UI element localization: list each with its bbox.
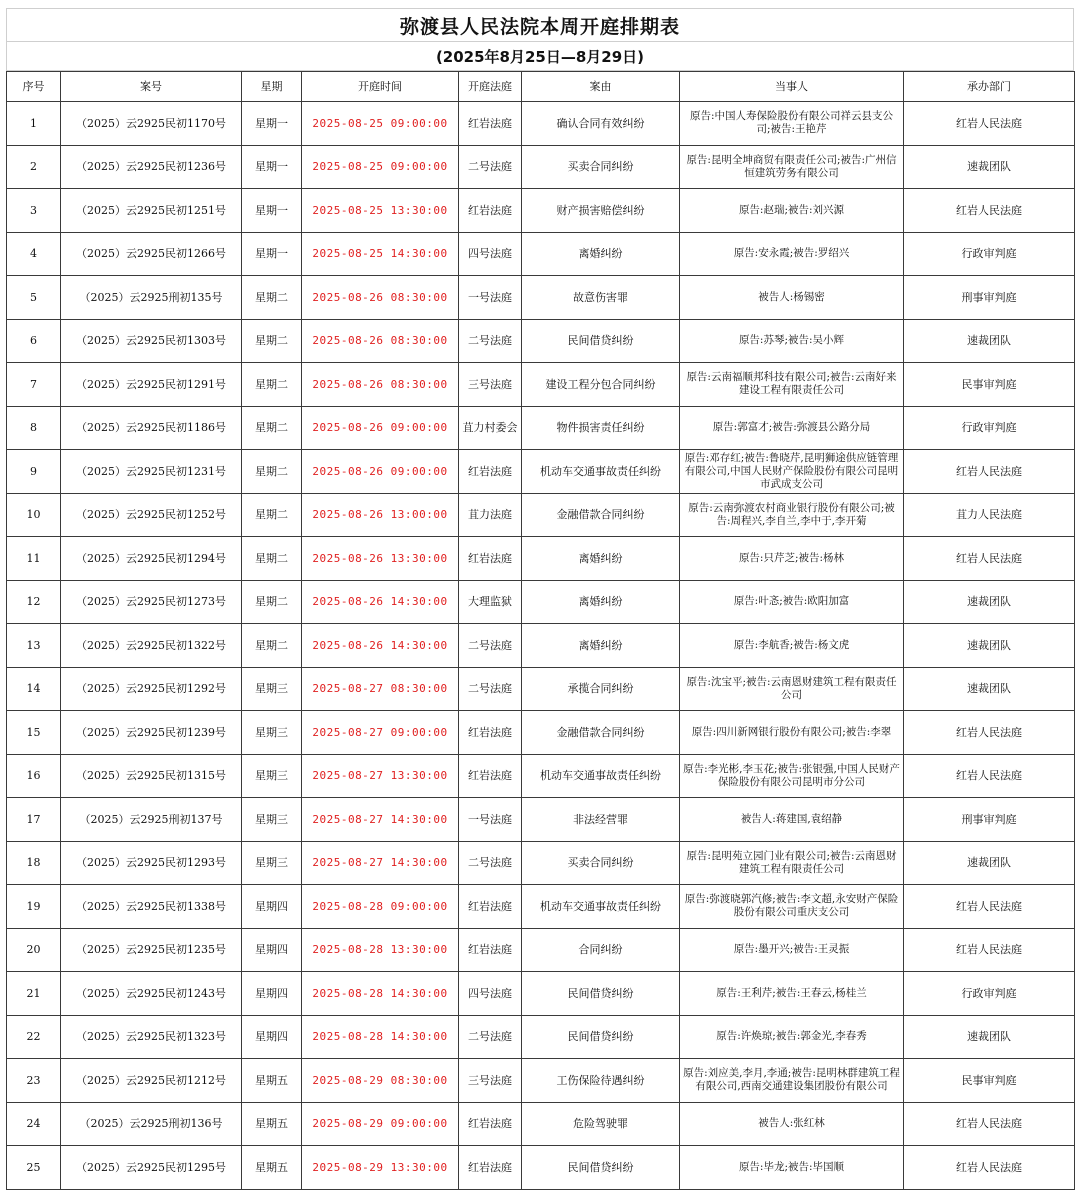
header-parties: 当事人 bbox=[680, 72, 904, 102]
weekday-cell: 星期一 bbox=[242, 189, 302, 233]
parties-cell: 原告:李航香;被告:杨文虎 bbox=[680, 624, 904, 668]
case-number-cell: （2025）云2925民初1292号 bbox=[61, 667, 242, 711]
table-row bbox=[7, 667, 1075, 711]
courtroom-cell: 红岩法庭 bbox=[459, 754, 522, 798]
table-row bbox=[7, 841, 1075, 885]
weekday-cell: 星期二 bbox=[242, 624, 302, 668]
department-cell: 速裁团队 bbox=[904, 667, 1075, 711]
department-cell: 红岩人民法庭 bbox=[904, 928, 1075, 972]
case-number-cell: （2025）云2925民初1291号 bbox=[61, 363, 242, 407]
courtroom-cell: 二号法庭 bbox=[459, 145, 522, 189]
case-number-cell: （2025）云2925民初1294号 bbox=[61, 537, 242, 581]
row-number-cell: 3 bbox=[7, 189, 61, 233]
case-number-cell: （2025）云2925刑初135号 bbox=[61, 276, 242, 320]
courtroom-cell: 红岩法庭 bbox=[459, 102, 522, 146]
parties-cell: 原告:云南弥渡农村商业银行股份有限公司;被告:周程兴,李自兰,李中于,李开菊 bbox=[680, 493, 904, 537]
courtroom-cell: 苴力村委会 bbox=[459, 406, 522, 450]
department-cell: 速裁团队 bbox=[904, 580, 1075, 624]
weekday-cell: 星期五 bbox=[242, 1059, 302, 1103]
courtroom-cell: 三号法庭 bbox=[459, 1059, 522, 1103]
courtroom-cell: 三号法庭 bbox=[459, 363, 522, 407]
hearing-time-cell: 2025-08-27 14:30:00 bbox=[302, 798, 459, 842]
weekday-cell: 星期三 bbox=[242, 754, 302, 798]
case-cause-cell: 离婚纠纷 bbox=[522, 232, 680, 276]
department-cell: 行政审判庭 bbox=[904, 232, 1075, 276]
hearing-time-cell: 2025-08-25 13:30:00 bbox=[302, 189, 459, 233]
table-row bbox=[7, 232, 1075, 276]
table-row bbox=[7, 276, 1075, 320]
department-cell: 速裁团队 bbox=[904, 624, 1075, 668]
parties-cell: 原告:安永霞;被告:罗绍兴 bbox=[680, 232, 904, 276]
courtroom-cell: 红岩法庭 bbox=[459, 537, 522, 581]
department-cell: 民事审判庭 bbox=[904, 363, 1075, 407]
courtroom-cell: 红岩法庭 bbox=[459, 1102, 522, 1146]
table-row bbox=[7, 624, 1075, 668]
department-cell: 红岩人民法庭 bbox=[904, 189, 1075, 233]
row-number-cell: 19 bbox=[7, 885, 61, 929]
courtroom-cell: 二号法庭 bbox=[459, 624, 522, 668]
case-cause-cell: 民间借贷纠纷 bbox=[522, 1146, 680, 1190]
case-cause-cell: 机动车交通事故责任纠纷 bbox=[522, 885, 680, 929]
case-number-cell: （2025）云2925民初1252号 bbox=[61, 493, 242, 537]
row-number-cell: 15 bbox=[7, 711, 61, 755]
row-number-cell: 10 bbox=[7, 493, 61, 537]
department-cell: 行政审判庭 bbox=[904, 972, 1075, 1016]
case-cause-cell: 买卖合同纠纷 bbox=[522, 841, 680, 885]
table-row bbox=[7, 319, 1075, 363]
courtroom-cell: 一号法庭 bbox=[459, 798, 522, 842]
schedule-sheet bbox=[6, 8, 1074, 1190]
parties-cell: 原告:李光彬,李玉花;被告:张银强,中国人民财产保险股份有限公司昆明市分公司 bbox=[680, 754, 904, 798]
parties-cell: 原告:沈宝平;被告:云南恩财建筑工程有限责任公司 bbox=[680, 667, 904, 711]
parties-cell: 原告:只芹芝;被告:杨林 bbox=[680, 537, 904, 581]
weekday-cell: 星期二 bbox=[242, 493, 302, 537]
case-number-cell: （2025）云2925民初1170号 bbox=[61, 102, 242, 146]
case-cause-cell: 物件损害责任纠纷 bbox=[522, 406, 680, 450]
department-cell: 速裁团队 bbox=[904, 145, 1075, 189]
case-cause-cell: 民间借贷纠纷 bbox=[522, 972, 680, 1016]
case-cause-cell: 离婚纠纷 bbox=[522, 580, 680, 624]
row-number-cell: 17 bbox=[7, 798, 61, 842]
case-number-cell: （2025）云2925刑初137号 bbox=[61, 798, 242, 842]
case-number-cell: （2025）云2925民初1315号 bbox=[61, 754, 242, 798]
courtroom-cell: 大理监狱 bbox=[459, 580, 522, 624]
table-row bbox=[7, 1102, 1075, 1146]
case-cause-cell: 非法经营罪 bbox=[522, 798, 680, 842]
case-cause-cell: 承揽合同纠纷 bbox=[522, 667, 680, 711]
hearing-time-cell: 2025-08-26 09:00:00 bbox=[302, 406, 459, 450]
weekday-cell: 星期二 bbox=[242, 363, 302, 407]
parties-cell: 被告人:张红林 bbox=[680, 1102, 904, 1146]
table-row bbox=[7, 928, 1075, 972]
case-cause-cell: 买卖合同纠纷 bbox=[522, 145, 680, 189]
courtroom-cell: 红岩法庭 bbox=[459, 450, 522, 494]
hearing-time-cell: 2025-08-26 13:00:00 bbox=[302, 493, 459, 537]
case-cause-cell: 故意伤害罪 bbox=[522, 276, 680, 320]
row-number-cell: 6 bbox=[7, 319, 61, 363]
parties-cell: 原告:许焕琼;被告:郭金光,李春秀 bbox=[680, 1015, 904, 1059]
row-number-cell: 25 bbox=[7, 1146, 61, 1190]
department-cell: 红岩人民法庭 bbox=[904, 537, 1075, 581]
case-cause-cell: 合同纠纷 bbox=[522, 928, 680, 972]
courtroom-cell: 红岩法庭 bbox=[459, 885, 522, 929]
header-case-number: 案号 bbox=[61, 72, 242, 102]
row-number-cell: 2 bbox=[7, 145, 61, 189]
weekday-cell: 星期二 bbox=[242, 580, 302, 624]
department-cell: 红岩人民法庭 bbox=[904, 754, 1075, 798]
case-cause-cell: 金融借款合同纠纷 bbox=[522, 493, 680, 537]
department-cell: 速裁团队 bbox=[904, 841, 1075, 885]
department-cell: 红岩人民法庭 bbox=[904, 711, 1075, 755]
hearing-time-cell: 2025-08-27 09:00:00 bbox=[302, 711, 459, 755]
hearing-time-cell: 2025-08-26 09:00:00 bbox=[302, 450, 459, 494]
table-row bbox=[7, 1146, 1075, 1190]
case-number-cell: （2025）云2925民初1231号 bbox=[61, 450, 242, 494]
row-number-cell: 8 bbox=[7, 406, 61, 450]
weekday-cell: 星期一 bbox=[242, 145, 302, 189]
row-number-cell: 16 bbox=[7, 754, 61, 798]
weekday-cell: 星期一 bbox=[242, 232, 302, 276]
courtroom-cell: 四号法庭 bbox=[459, 232, 522, 276]
hearing-time-cell: 2025-08-26 14:30:00 bbox=[302, 580, 459, 624]
case-cause-cell: 机动车交通事故责任纠纷 bbox=[522, 450, 680, 494]
courtroom-cell: 一号法庭 bbox=[459, 276, 522, 320]
table-row bbox=[7, 711, 1075, 755]
case-number-cell: （2025）云2925民初1186号 bbox=[61, 406, 242, 450]
department-cell: 速裁团队 bbox=[904, 1015, 1075, 1059]
case-number-cell: （2025）云2925民初1235号 bbox=[61, 928, 242, 972]
department-cell: 红岩人民法庭 bbox=[904, 885, 1075, 929]
case-cause-cell: 民间借贷纠纷 bbox=[522, 1015, 680, 1059]
hearing-time-cell: 2025-08-27 13:30:00 bbox=[302, 754, 459, 798]
table-row bbox=[7, 537, 1075, 581]
weekday-cell: 星期三 bbox=[242, 667, 302, 711]
page-subtitle: (2025年8月25日—8月29日) bbox=[6, 41, 1074, 71]
case-number-cell: （2025）云2925民初1293号 bbox=[61, 841, 242, 885]
row-number-cell: 9 bbox=[7, 450, 61, 494]
row-number-cell: 7 bbox=[7, 363, 61, 407]
table-body bbox=[7, 102, 1075, 1190]
hearing-time-cell: 2025-08-28 09:00:00 bbox=[302, 885, 459, 929]
courtroom-cell: 红岩法庭 bbox=[459, 189, 522, 233]
courtroom-cell: 红岩法庭 bbox=[459, 928, 522, 972]
case-cause-cell: 工伤保险待遇纠纷 bbox=[522, 1059, 680, 1103]
row-number-cell: 18 bbox=[7, 841, 61, 885]
parties-cell: 被告人:蒋建国,袁绍静 bbox=[680, 798, 904, 842]
schedule-table bbox=[6, 71, 1075, 1190]
case-cause-cell: 离婚纠纷 bbox=[522, 537, 680, 581]
hearing-time-cell: 2025-08-25 09:00:00 bbox=[302, 145, 459, 189]
row-number-cell: 12 bbox=[7, 580, 61, 624]
parties-cell: 原告:王利芹;被告:王春云,杨桂兰 bbox=[680, 972, 904, 1016]
row-number-cell: 4 bbox=[7, 232, 61, 276]
department-cell: 速裁团队 bbox=[904, 319, 1075, 363]
table-row bbox=[7, 363, 1075, 407]
parties-cell: 原告:刘应美,李月,李通;被告:昆明林群建筑工程有限公司,西南交通建设集团股份有限公司 bbox=[680, 1059, 904, 1103]
parties-cell: 原告:郭富才;被告:弥渡县公路分局 bbox=[680, 406, 904, 450]
hearing-time-cell: 2025-08-26 08:30:00 bbox=[302, 319, 459, 363]
parties-cell: 原告:四川新网银行股份有限公司;被告:李翠 bbox=[680, 711, 904, 755]
case-cause-cell: 财产损害赔偿纠纷 bbox=[522, 189, 680, 233]
parties-cell: 被告人:杨锡密 bbox=[680, 276, 904, 320]
department-cell: 刑事审判庭 bbox=[904, 798, 1075, 842]
header-department: 承办部门 bbox=[904, 72, 1075, 102]
case-number-cell: （2025）云2925民初1212号 bbox=[61, 1059, 242, 1103]
weekday-cell: 星期一 bbox=[242, 102, 302, 146]
hearing-time-cell: 2025-08-26 08:30:00 bbox=[302, 276, 459, 320]
courtroom-cell: 二号法庭 bbox=[459, 667, 522, 711]
weekday-cell: 星期二 bbox=[242, 450, 302, 494]
table-row bbox=[7, 885, 1075, 929]
header-courtroom: 开庭法庭 bbox=[459, 72, 522, 102]
case-number-cell: （2025）云2925民初1236号 bbox=[61, 145, 242, 189]
weekday-cell: 星期二 bbox=[242, 537, 302, 581]
hearing-time-cell: 2025-08-28 14:30:00 bbox=[302, 1015, 459, 1059]
row-number-cell: 13 bbox=[7, 624, 61, 668]
parties-cell: 原告:弥渡晓郭汽修;被告:李文超,永安财产保险股份有限公司重庆支公司 bbox=[680, 885, 904, 929]
table-row bbox=[7, 493, 1075, 537]
hearing-time-cell: 2025-08-29 08:30:00 bbox=[302, 1059, 459, 1103]
weekday-cell: 星期四 bbox=[242, 885, 302, 929]
row-number-cell: 11 bbox=[7, 537, 61, 581]
weekday-cell: 星期四 bbox=[242, 1015, 302, 1059]
hearing-time-cell: 2025-08-27 08:30:00 bbox=[302, 667, 459, 711]
department-cell: 红岩人民法庭 bbox=[904, 1146, 1075, 1190]
parties-cell: 原告:叶忞;被告:欧阳加富 bbox=[680, 580, 904, 624]
parties-cell: 原告:苏琴;被告:吴小辉 bbox=[680, 319, 904, 363]
header-hearing-time: 开庭时间 bbox=[302, 72, 459, 102]
case-cause-cell: 机动车交通事故责任纠纷 bbox=[522, 754, 680, 798]
case-cause-cell: 确认合同有效纠纷 bbox=[522, 102, 680, 146]
courtroom-cell: 二号法庭 bbox=[459, 319, 522, 363]
parties-cell: 原告:昆明苑立园门业有限公司;被告:云南恩财建筑工程有限责任公司 bbox=[680, 841, 904, 885]
hearing-time-cell: 2025-08-28 13:30:00 bbox=[302, 928, 459, 972]
parties-cell: 原告:中国人寿保险股份有限公司祥云县支公司;被告:王艳芹 bbox=[680, 102, 904, 146]
header-weekday: 星期 bbox=[242, 72, 302, 102]
weekday-cell: 星期五 bbox=[242, 1102, 302, 1146]
case-number-cell: （2025）云2925民初1251号 bbox=[61, 189, 242, 233]
table-row bbox=[7, 1059, 1075, 1103]
case-cause-cell: 金融借款合同纠纷 bbox=[522, 711, 680, 755]
weekday-cell: 星期二 bbox=[242, 276, 302, 320]
courtroom-cell: 二号法庭 bbox=[459, 841, 522, 885]
table-row bbox=[7, 102, 1075, 146]
row-number-cell: 22 bbox=[7, 1015, 61, 1059]
hearing-time-cell: 2025-08-29 13:30:00 bbox=[302, 1146, 459, 1190]
case-cause-cell: 建设工程分包合同纠纷 bbox=[522, 363, 680, 407]
row-number-cell: 20 bbox=[7, 928, 61, 972]
case-number-cell: （2025）云2925民初1338号 bbox=[61, 885, 242, 929]
row-number-cell: 23 bbox=[7, 1059, 61, 1103]
parties-cell: 原告:云南福顺邦科技有限公司;被告:云南好来建设工程有限责任公司 bbox=[680, 363, 904, 407]
table-row bbox=[7, 189, 1075, 233]
parties-cell: 原告:毕龙;被告:毕国顺 bbox=[680, 1146, 904, 1190]
case-number-cell: （2025）云2925民初1273号 bbox=[61, 580, 242, 624]
hearing-time-cell: 2025-08-26 08:30:00 bbox=[302, 363, 459, 407]
parties-cell: 原告:赵瑞;被告:刘兴源 bbox=[680, 189, 904, 233]
weekday-cell: 星期三 bbox=[242, 798, 302, 842]
case-cause-cell: 危险驾驶罪 bbox=[522, 1102, 680, 1146]
table-row bbox=[7, 406, 1075, 450]
hearing-time-cell: 2025-08-28 14:30:00 bbox=[302, 972, 459, 1016]
row-number-cell: 1 bbox=[7, 102, 61, 146]
courtroom-cell: 苴力法庭 bbox=[459, 493, 522, 537]
department-cell: 红岩人民法庭 bbox=[904, 102, 1075, 146]
weekday-cell: 星期三 bbox=[242, 841, 302, 885]
weekday-cell: 星期五 bbox=[242, 1146, 302, 1190]
table-row bbox=[7, 798, 1075, 842]
hearing-time-cell: 2025-08-26 14:30:00 bbox=[302, 624, 459, 668]
row-number-cell: 14 bbox=[7, 667, 61, 711]
courtroom-cell: 红岩法庭 bbox=[459, 711, 522, 755]
table-row bbox=[7, 754, 1075, 798]
table-row bbox=[7, 450, 1075, 494]
table-row bbox=[7, 1015, 1075, 1059]
case-number-cell: （2025）云2925民初1239号 bbox=[61, 711, 242, 755]
hearing-time-cell: 2025-08-27 14:30:00 bbox=[302, 841, 459, 885]
header-no: 序号 bbox=[7, 72, 61, 102]
header-cause: 案由 bbox=[522, 72, 680, 102]
parties-cell: 原告:昆明全坤商贸有限责任公司;被告:广州信恒建筑劳务有限公司 bbox=[680, 145, 904, 189]
row-number-cell: 21 bbox=[7, 972, 61, 1016]
hearing-time-cell: 2025-08-29 09:00:00 bbox=[302, 1102, 459, 1146]
parties-cell: 原告:邓存红;被告:鲁晓芹,昆明狮途供应链管理有限公司,中国人民财产保险股份有限公司昆明市武成支公司 bbox=[680, 450, 904, 494]
case-number-cell: （2025）云2925民初1295号 bbox=[61, 1146, 242, 1190]
weekday-cell: 星期三 bbox=[242, 711, 302, 755]
case-cause-cell: 民间借贷纠纷 bbox=[522, 319, 680, 363]
table-row bbox=[7, 972, 1075, 1016]
hearing-time-cell: 2025-08-26 13:30:00 bbox=[302, 537, 459, 581]
department-cell: 苴力人民法庭 bbox=[904, 493, 1075, 537]
case-cause-cell: 离婚纠纷 bbox=[522, 624, 680, 668]
row-number-cell: 24 bbox=[7, 1102, 61, 1146]
weekday-cell: 星期四 bbox=[242, 972, 302, 1016]
hearing-time-cell: 2025-08-25 14:30:00 bbox=[302, 232, 459, 276]
department-cell: 红岩人民法庭 bbox=[904, 1102, 1075, 1146]
department-cell: 民事审判庭 bbox=[904, 1059, 1075, 1103]
courtroom-cell: 四号法庭 bbox=[459, 972, 522, 1016]
hearing-time-cell: 2025-08-25 09:00:00 bbox=[302, 102, 459, 146]
case-number-cell: （2025）云2925民初1303号 bbox=[61, 319, 242, 363]
table-header-row bbox=[7, 72, 1075, 102]
weekday-cell: 星期二 bbox=[242, 319, 302, 363]
courtroom-cell: 二号法庭 bbox=[459, 1015, 522, 1059]
case-number-cell: （2025）云2925民初1243号 bbox=[61, 972, 242, 1016]
page-title: 弥渡县人民法院本周开庭排期表 bbox=[6, 8, 1074, 41]
case-number-cell: （2025）云2925民初1323号 bbox=[61, 1015, 242, 1059]
case-number-cell: （2025）云2925民初1266号 bbox=[61, 232, 242, 276]
department-cell: 行政审判庭 bbox=[904, 406, 1075, 450]
case-number-cell: （2025）云2925刑初136号 bbox=[61, 1102, 242, 1146]
table-row bbox=[7, 145, 1075, 189]
case-number-cell: （2025）云2925民初1322号 bbox=[61, 624, 242, 668]
department-cell: 红岩人民法庭 bbox=[904, 450, 1075, 494]
parties-cell: 原告:墨开兴;被告:王灵振 bbox=[680, 928, 904, 972]
weekday-cell: 星期四 bbox=[242, 928, 302, 972]
department-cell: 刑事审判庭 bbox=[904, 276, 1075, 320]
courtroom-cell: 红岩法庭 bbox=[459, 1146, 522, 1190]
weekday-cell: 星期二 bbox=[242, 406, 302, 450]
table-row bbox=[7, 580, 1075, 624]
row-number-cell: 5 bbox=[7, 276, 61, 320]
